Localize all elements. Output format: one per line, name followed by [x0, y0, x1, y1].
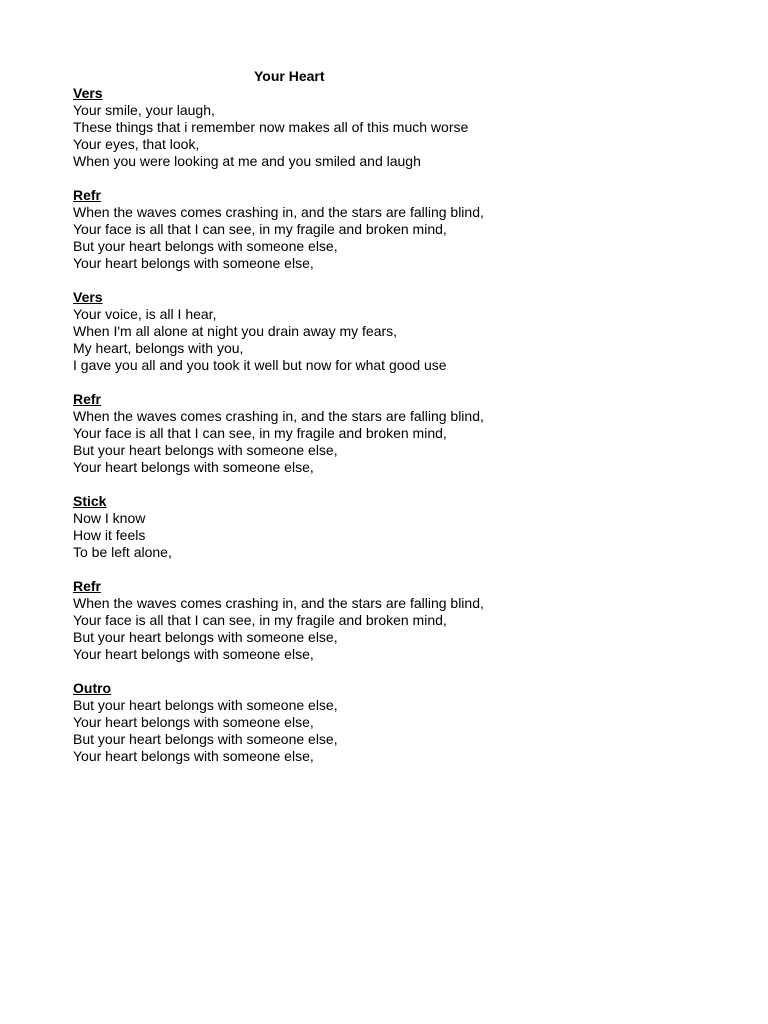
- lyric-line: Your face is all that I can see, in my fragile and broken mind,: [73, 612, 447, 628]
- lyric-line: Your heart belongs with someone else,: [73, 714, 314, 730]
- lyrics-section: [73, 85, 713, 170]
- lyric-line: Your heart belongs with someone else,: [73, 459, 314, 475]
- lyric-line: Your face is all that I can see, in my fragile and broken mind,: [73, 425, 447, 441]
- lyric-line: But your heart belongs with someone else,: [73, 442, 338, 458]
- lyric-line: But your heart belongs with someone else,: [73, 238, 338, 254]
- section-heading: Stick: [73, 493, 107, 509]
- lyrics-page: [73, 68, 713, 782]
- lyric-line: But your heart belongs with someone else,: [73, 731, 338, 747]
- lyrics-section: [73, 187, 713, 272]
- lyric-line: Your heart belongs with someone else,: [73, 646, 314, 662]
- lyric-line: But your heart belongs with someone else,: [73, 697, 338, 713]
- lyric-line: Now I know: [73, 510, 146, 526]
- section-heading: Vers: [73, 289, 103, 305]
- lyric-line: Your smile, your laugh,: [73, 102, 215, 118]
- lyric-line: Your heart belongs with someone else,: [73, 748, 314, 764]
- lyric-line: Your voice, is all I hear,: [73, 306, 217, 322]
- lyric-line: Your face is all that I can see, in my fragile and broken mind,: [73, 221, 447, 237]
- lyric-line: My heart, belongs with you,: [73, 340, 244, 356]
- lyric-line: When you were looking at me and you smiled and laugh: [73, 153, 421, 169]
- section-heading: Refr: [73, 187, 102, 203]
- lyric-line: When the waves comes crashing in, and the stars are falling blind,: [73, 595, 484, 611]
- lyric-line: I gave you all and you took it well but now for what good use: [73, 357, 447, 373]
- song-title: Your Heart: [254, 68, 325, 84]
- section-heading: Outro: [73, 680, 112, 696]
- lyric-line: These things that i remember now makes all of this much worse: [73, 119, 469, 135]
- lyric-line: Your heart belongs with someone else,: [73, 255, 314, 271]
- section-heading: Vers: [73, 85, 103, 101]
- lyric-line: How it feels: [73, 527, 146, 543]
- lyrics-section: [73, 391, 713, 476]
- section-heading: Refr: [73, 391, 102, 407]
- lyric-line: Your eyes, that look,: [73, 136, 200, 152]
- lyrics-section: [73, 680, 713, 765]
- lyric-line: When the waves comes crashing in, and the stars are falling blind,: [73, 204, 484, 220]
- lyric-line: But your heart belongs with someone else,: [73, 629, 338, 645]
- lyrics-section: [73, 578, 713, 663]
- lyrics-section: [73, 289, 713, 374]
- lyric-line: When I'm all alone at night you drain away my fears,: [73, 323, 398, 339]
- section-heading: Refr: [73, 578, 102, 594]
- lyrics-section: [73, 493, 713, 561]
- lyric-line: To be left alone,: [73, 544, 172, 560]
- lyric-line: When the waves comes crashing in, and the stars are falling blind,: [73, 408, 484, 424]
